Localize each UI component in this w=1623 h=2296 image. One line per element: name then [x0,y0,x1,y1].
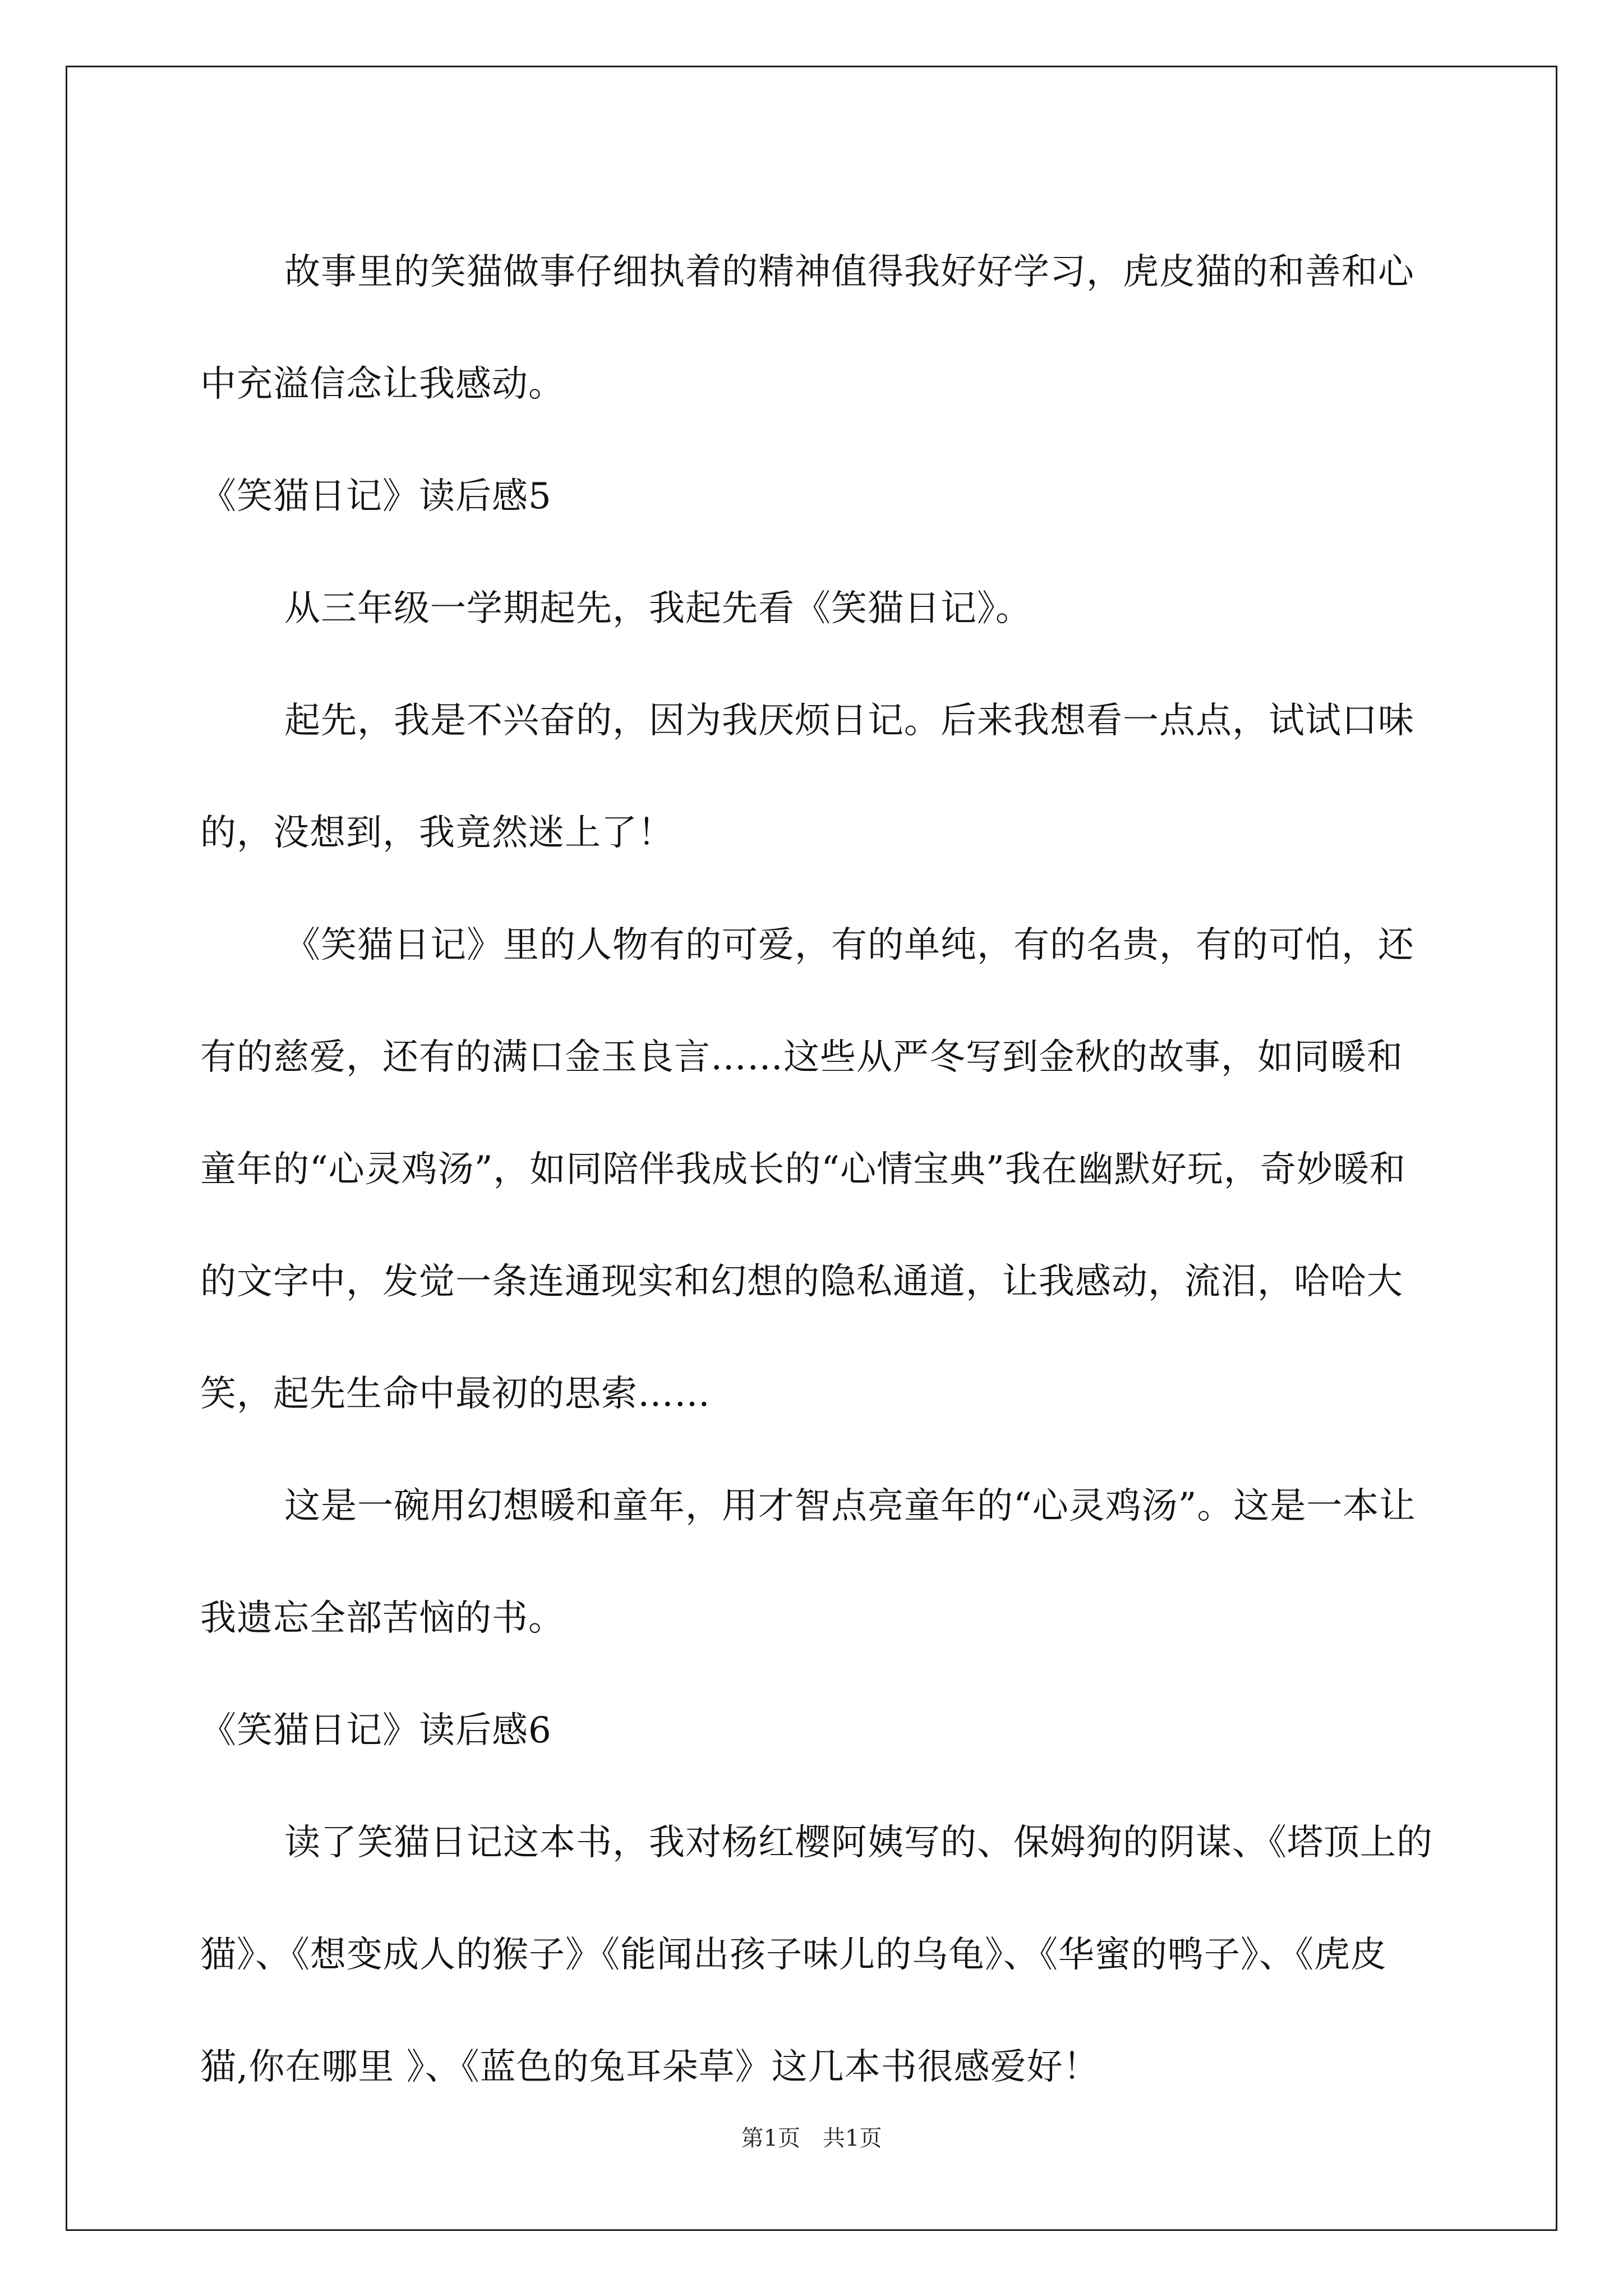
paragraph: 从三年级一学期起先，我起先看《笑猫日记》。 [284,588,1032,629]
paragraph: 《笑猫日记》里的人物有的可爱，有的单纯，有的名贵，有的可怕，还有的慈爱，还有的满口金玉良言……这些从严冬写到金秋的故事，如同暖和童年的“心灵鸡汤”，如同陪伴我成长的“心情宝典”我在幽默好玩，奇妙暖和的文字中，发觉一条连通现实和幻想的隐私通道，让我感动，流泪，哈哈大笑，起先生命中最初的思索…… [200,924,1414,1415]
section-heading: 《笑猫日记》读后感5 [200,476,552,517]
document-body [200,216,1434,2123]
paragraph: 起先，我是不兴奋的，因为我厌烦日记。后来我想看一点点，试试口味的，没想到，我竟然迷上了！ [200,700,1414,854]
paragraph: 这是一碗用幻想暖和童年，用才智点亮童年的“心灵鸡汤”。这是一本让我遗忘全部苦恼的书。 [200,1485,1416,1639]
paragraph: 读了笑猫日记这本书，我对杨红樱阿姨写的、保姆狗的阴谋、《塔顶上的猫》、《想变成人的猴子》《能闻出孩子味儿的乌龟》、《华蜜的鸭子》、《虎皮猫,你在哪里 》、《蓝色的兔耳朵草》这几本书很感爱好！ [200,1822,1433,2088]
section-heading: 《笑猫日记》读后感6 [200,1710,552,1751]
page-footer: 第1页 共1页 [741,2125,882,2151]
paragraph: 故事里的笑猫做事仔细执着的精神值得我好好学习，虎皮猫的和善和心中充溢信念让我感动。 [200,251,1414,405]
